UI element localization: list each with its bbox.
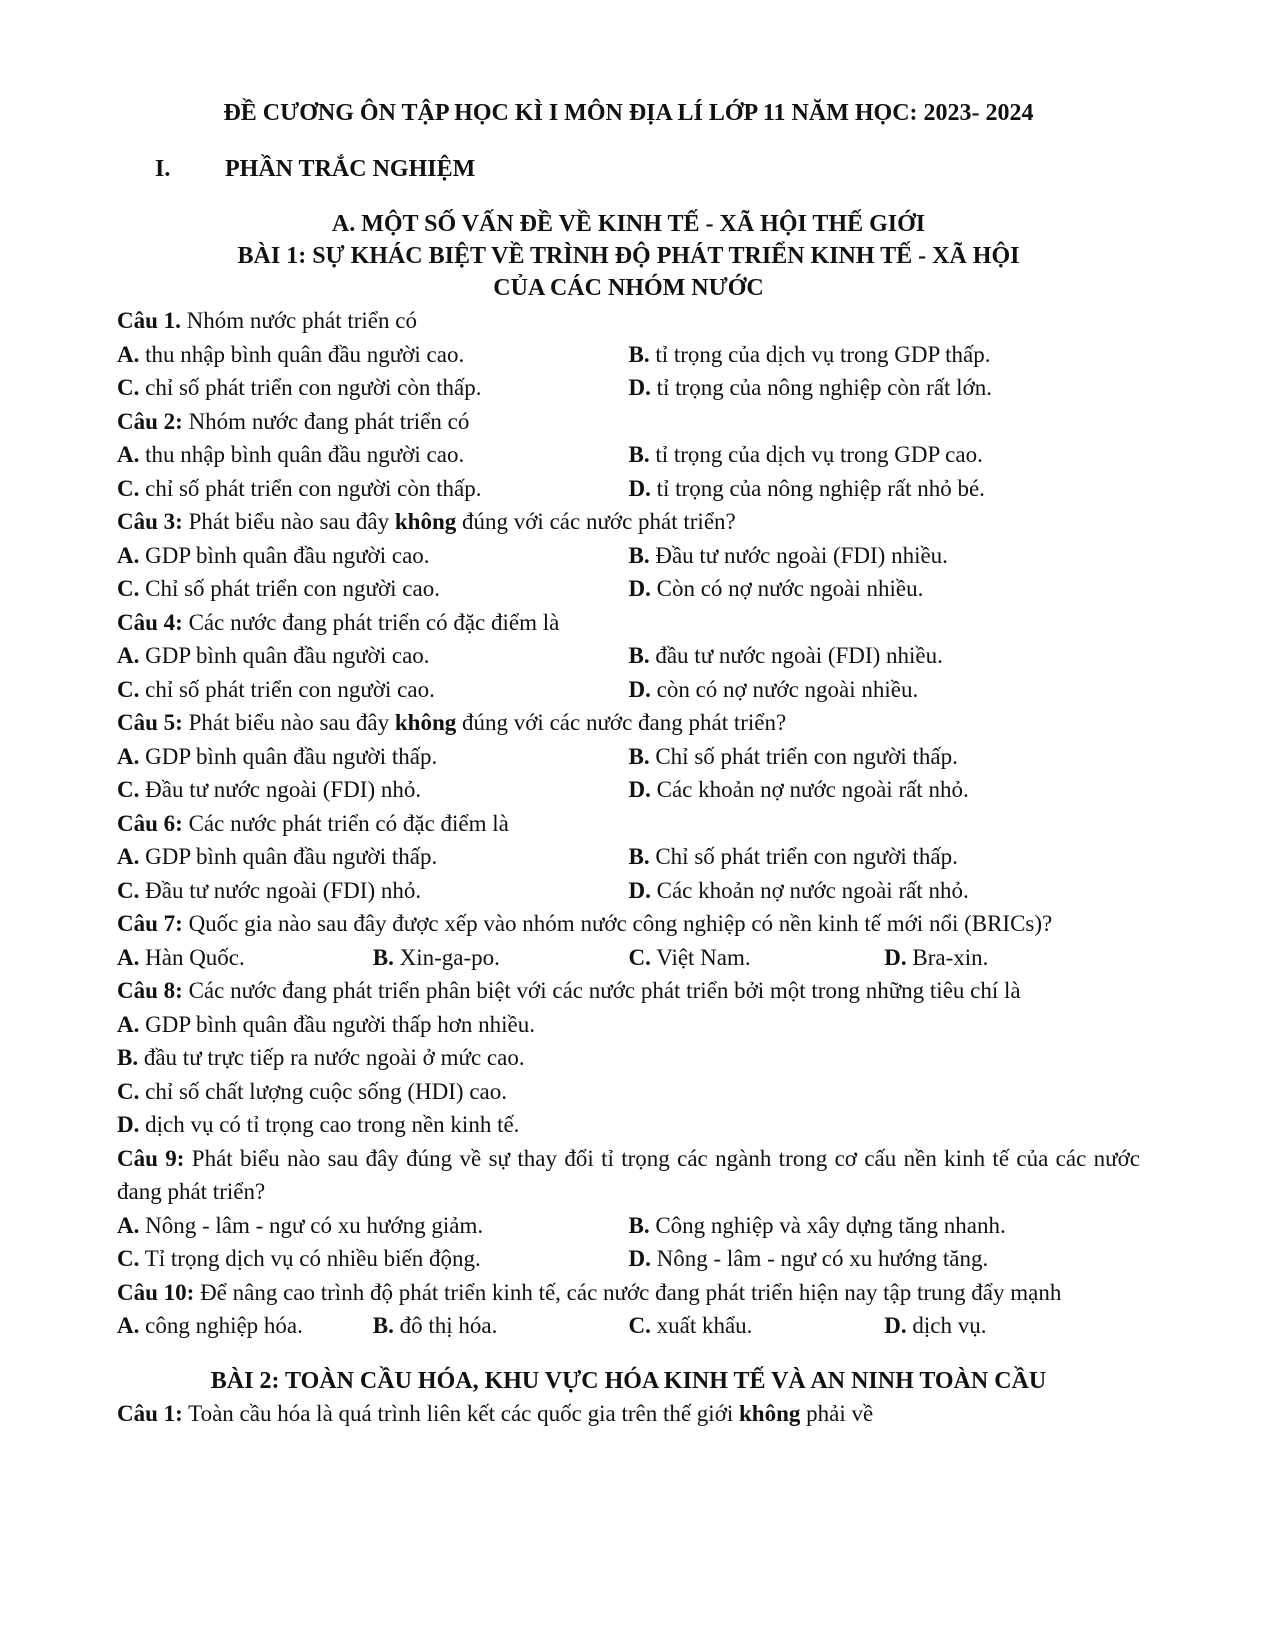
option-b: B. đầu tư nước ngoài (FDI) nhiều. (628, 643, 943, 668)
question-6-options-cd (117, 874, 1140, 908)
question-3-options-cd (117, 572, 1140, 606)
question-10-options (117, 1309, 1140, 1343)
option-d: D. Bra-xin. (884, 944, 989, 970)
question-3-options-ab (117, 539, 1140, 573)
question-1: Câu 1. Nhóm nước phát triển có (117, 308, 417, 333)
question-6-options-ab (117, 840, 1140, 874)
question-7-options (117, 941, 1140, 975)
question-4: Câu 4: Các nước đang phát triển có đặc điểm là (117, 609, 560, 635)
option-c: C. chỉ số phát triển con người còn thấp. (117, 375, 482, 400)
question-1-options-cd (117, 371, 1140, 405)
part-numeral: I. (155, 156, 171, 182)
option-b: B. Chỉ số phát triển con người thấp. (628, 743, 958, 769)
option-a: A. thu nhập bình quân đầu người cao. (117, 442, 465, 467)
option-c: C. chỉ số phát triển con người cao. (117, 676, 435, 702)
option-c: C. Đầu tư nước ngoài (FDI) nhỏ. (117, 777, 422, 802)
question-1-options-ab (117, 338, 1140, 372)
question-5-options-ab (117, 740, 1140, 774)
question-5-options-cd (117, 773, 1140, 807)
question-6: Câu 6: Các nước phát triển có đặc điểm là (117, 810, 509, 836)
question-9-options-cd (117, 1242, 1140, 1276)
question-2: Câu 2: Nhóm nước đang phát triển có (117, 408, 470, 434)
question-9: Câu 9: Phát biểu nào sau đây đúng về sự thay đổi tỉ trọng các ngành trong cơ cấu nền kinh tế của các nước đang phát triển? (117, 1145, 1140, 1204)
section-a-heading: A. MỘT SỐ VẤN ĐỀ VỀ KINH TẾ - XÃ HỘI THẾ GIỚI (331, 211, 926, 237)
option-a: A. GDP bình quân đầu người thấp. (117, 743, 438, 769)
lesson1-title-line1: BÀI 1: SỰ KHÁC BIỆT VỀ TRÌNH ĐỘ PHÁT TRIỂN KINH TẾ - XÃ HỘI (237, 243, 1020, 269)
part-label: PHẦN TRẮC NGHIỆM (225, 156, 476, 182)
option-a: A. Hàn Quốc. (117, 944, 245, 970)
option-b: B. tỉ trọng của dịch vụ trong GDP thấp. (628, 341, 991, 367)
option-b: B. Công nghiệp và xây dựng tăng nhanh. (628, 1212, 1006, 1238)
option-b: B. đô thị hóa. (372, 1313, 498, 1338)
option-c: C. xuất khẩu. (628, 1313, 753, 1338)
lesson1-title-line2: CỦA CÁC NHÓM NƯỚC (493, 275, 764, 301)
question-3: Câu 3: Phát biểu nào sau đây không đúng với các nước phát triển? (117, 509, 736, 534)
question-2-options-ab (117, 438, 1140, 472)
option-d: D. tỉ trọng của nông nghiệp còn rất lớn. (628, 375, 992, 400)
option-d: D. Còn có nợ nước ngoài nhiều. (628, 576, 924, 601)
question-4-options-ab (117, 639, 1140, 673)
option-b: B. tỉ trọng của dịch vụ trong GDP cao. (628, 442, 983, 467)
question-8: Câu 8: Các nước đang phát triển phân biệt với các nước phát triển bởi một trong những tiêu chí là (117, 978, 1021, 1003)
option-a: A. Nông - lâm - ngư có xu hướng giảm. (117, 1212, 484, 1238)
section-spacer (117, 1343, 1140, 1365)
question-9-options-ab (117, 1209, 1140, 1243)
option-d: D. còn có nợ nước ngoài nhiều. (628, 676, 919, 702)
document-title: ĐỀ CƯƠNG ÔN TẬP HỌC KÌ I MÔN ĐỊA LÍ LỚP 11 NĂM HỌC: 2023- 2024 (223, 100, 1034, 126)
lesson2-question-1: Câu 1: Toàn cầu hóa là quá trình liên kết các quốc gia trên thế giới không phải về (117, 1400, 874, 1426)
question-4-options-cd (117, 673, 1140, 707)
option-c: C. chỉ số phát triển con người còn thấp. (117, 475, 482, 501)
option-b: B. đầu tư trực tiếp ra nước ngoài ở mức cao. (117, 1045, 525, 1070)
question-10: Câu 10: Để nâng cao trình độ phát triển kinh tế, các nước đang phát triển hiện nay tập trung đẩy mạnh (117, 1279, 1062, 1305)
option-a: A. GDP bình quân đầu người cao. (117, 643, 430, 668)
option-d: D. Các khoản nợ nước ngoài rất nhỏ. (628, 777, 969, 802)
option-d: D. dịch vụ. (884, 1313, 987, 1338)
part-heading (155, 152, 1140, 186)
option-c: C. Việt Nam. (628, 944, 751, 970)
option-c: C. chỉ số chất lượng cuộc sống (HDI) cao. (117, 1078, 507, 1104)
option-d: D. Các khoản nợ nước ngoài rất nhỏ. (628, 877, 969, 903)
option-b: B. Xin-ga-po. (372, 944, 500, 970)
option-b: B. Đầu tư nước ngoài (FDI) nhiều. (628, 542, 948, 568)
question-5: Câu 5: Phát biểu nào sau đây không đúng với các nước đang phát triển? (117, 710, 787, 735)
question-7: Câu 7: Quốc gia nào sau đây được xếp vào nhóm nước công nghiệp có nền kinh tế mới nổi (BRICs)? (117, 911, 1053, 936)
option-d: D. dịch vụ có tỉ trọng cao trong nền kinh tế. (117, 1112, 520, 1137)
option-d: D. Nông - lâm - ngư có xu hướng tăng. (628, 1246, 989, 1271)
option-b: B. Chỉ số phát triển con người thấp. (628, 844, 958, 869)
option-a: A. GDP bình quân đầu người thấp. (117, 844, 438, 869)
option-d: D. tỉ trọng của nông nghiệp rất nhỏ bé. (628, 475, 985, 501)
option-c: C. Tỉ trọng dịch vụ có nhiều biến động. (117, 1246, 481, 1271)
option-a: A. thu nhập bình quân đầu người cao. (117, 341, 465, 367)
option-c: C. Đầu tư nước ngoài (FDI) nhỏ. (117, 877, 422, 903)
option-a: A. GDP bình quân đầu người cao. (117, 542, 430, 568)
question-2-options-cd (117, 472, 1140, 506)
option-a: A. công nghiệp hóa. (117, 1313, 303, 1338)
option-a: A. GDP bình quân đầu người thấp hơn nhiều. (117, 1011, 535, 1037)
option-c: C. Chỉ số phát triển con người cao. (117, 576, 440, 601)
lesson2-title: BÀI 2: TOÀN CẦU HÓA, KHU VỰC HÓA KINH TẾ VÀ AN NINH TOÀN CẦU (210, 1367, 1047, 1394)
